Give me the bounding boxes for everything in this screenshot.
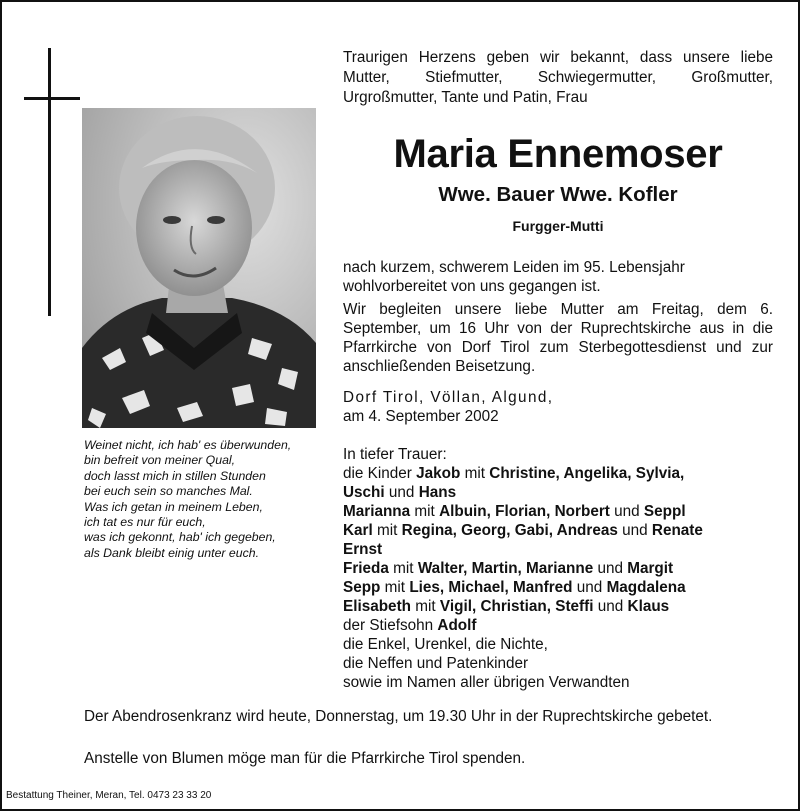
mourners-heading: In tiefer Trauer: [343,446,447,463]
mourner-line [343,540,783,559]
mourner-text: die Kinder [343,465,417,482]
mourner-name: Jakob [416,465,461,482]
mourner-lines [343,464,783,692]
mourner-name: Uschi [343,484,385,501]
mourner-name: Margit [627,560,674,577]
mourner-name: Adolf [437,617,477,634]
mourner-text: mit [460,465,490,482]
poem-line: bin befreit von meiner Qual, [84,453,236,468]
poem-line: was ich gekonnt, hab' ich gegeben, [84,530,276,545]
mourner-name: Frieda [343,560,389,577]
mourner-text: mit [411,598,440,615]
mourner-line [343,559,783,578]
mourner-text: und [617,522,652,539]
mourner-text: die Neffen und Patenkinder [343,655,529,672]
mourner-line [343,654,783,673]
mourner-name: Albuin, Florian, Norbert [439,503,610,520]
mourner-name: Christine, Angelika, Sylvia, [489,465,685,482]
mourner-name: Magdalena [606,579,686,596]
poem [84,438,354,561]
mourner-text: der Stiefsohn [343,617,438,634]
mourner-line [343,578,783,597]
mourner-line [343,597,783,616]
mourner-name: Walter, Martin, Marianne [417,560,594,577]
cross-icon-vertical [48,48,51,316]
mourner-line [343,483,783,502]
portrait-photo [82,108,316,428]
mourner-text: mit [388,560,418,577]
mourner-name: Ernst [343,541,383,558]
mourner-line [343,502,783,521]
mourner-name: Hans [418,484,457,501]
mourner-text: mit [410,503,440,520]
date-line: am 4. September 2002 [343,408,499,425]
poem-line: als Dank bleibt einig unter euch. [84,545,259,560]
poem-line: bei euch sein so manches Mal. [84,484,253,499]
rosary-notice: Der Abendrosenkranz wird heute, Donnerstag, um 19.30 Uhr in der Ruprechtskirche gebetet. [84,708,713,725]
mourner-line [343,521,783,540]
poem-line: ich tat es nur für euch, [84,515,206,530]
passing-text: nach kurzem, schwerem Leiden im 95. Lebensjahr wohlvorbereitet von uns gegangen ist. [343,259,685,295]
mourner-text: und [593,560,628,577]
nickname: Furgger-Mutti [512,218,604,234]
cross-icon-horizontal [24,97,80,100]
mourner-line [343,464,783,483]
funeral-home-footer: Bestattung Theiner, Meran, Tel. 0473 23 33 20 [6,790,212,801]
mourner-name: Sepp [343,579,381,596]
mourner-name: Klaus [627,598,670,615]
mourner-line [343,616,783,635]
mourner-text: und [609,503,644,520]
mourner-text: die Enkel, Urenkel, die Nichte, [343,636,548,653]
poem-line: Was ich getan in meinem Leben, [84,499,263,514]
mourner-name: Seppl [643,503,686,520]
mourner-text: mit [380,579,410,596]
mourner-name: Elisabeth [343,598,412,615]
mourner-text: und [384,484,419,501]
mourner-name: Renate [651,522,703,539]
poem-line: doch lasst mich in stillen Stunden [84,468,266,483]
deceased-name: Maria Ennemoser [393,132,723,176]
widow-names: Wwe. Bauer Wwe. Kofler [438,183,678,206]
mourner-line [343,673,783,692]
mourner-name: Regina, Georg, Gabi, Andreas [401,522,618,539]
mourner-text: mit [372,522,402,539]
funeral-text: Wir begleiten unsere liebe Mutter am Freitag, dem 6. September, um 16 Uhr von der Ruprechtskirche aus in die Pfarrkirche von Dorf Tirol zum Sterbegottesdienst und zur anschließenden Beisetzung. [343,301,773,375]
intro-text: Traurigen Herzens geben wir bekannt, dass unsere liebe Mutter, Stiefmutter, Schwiegermutter, Großmutter, Urgroßmutter, Tante und Patin, Frau [343,49,773,106]
mourner-text: und [572,579,607,596]
mourner-name: Marianna [343,503,411,520]
mourners-list [343,445,783,692]
poem-line: Weinet nicht, ich hab' es überwunden, [84,438,292,452]
mourner-name: Lies, Michael, Manfred [409,579,573,596]
mourner-text: und [593,598,628,615]
mourner-line [343,635,783,654]
donation-notice: Anstelle von Blumen möge man für die Pfarrkirche Tirol spenden. [84,750,526,767]
mourner-text: sowie im Namen aller übrigen Verwandten [343,674,630,691]
place-line: Dorf Tirol, Völlan, Algund, [343,389,554,406]
mourner-name: Vigil, Christian, Steffi [439,598,594,615]
mourner-name: Karl [343,522,373,539]
